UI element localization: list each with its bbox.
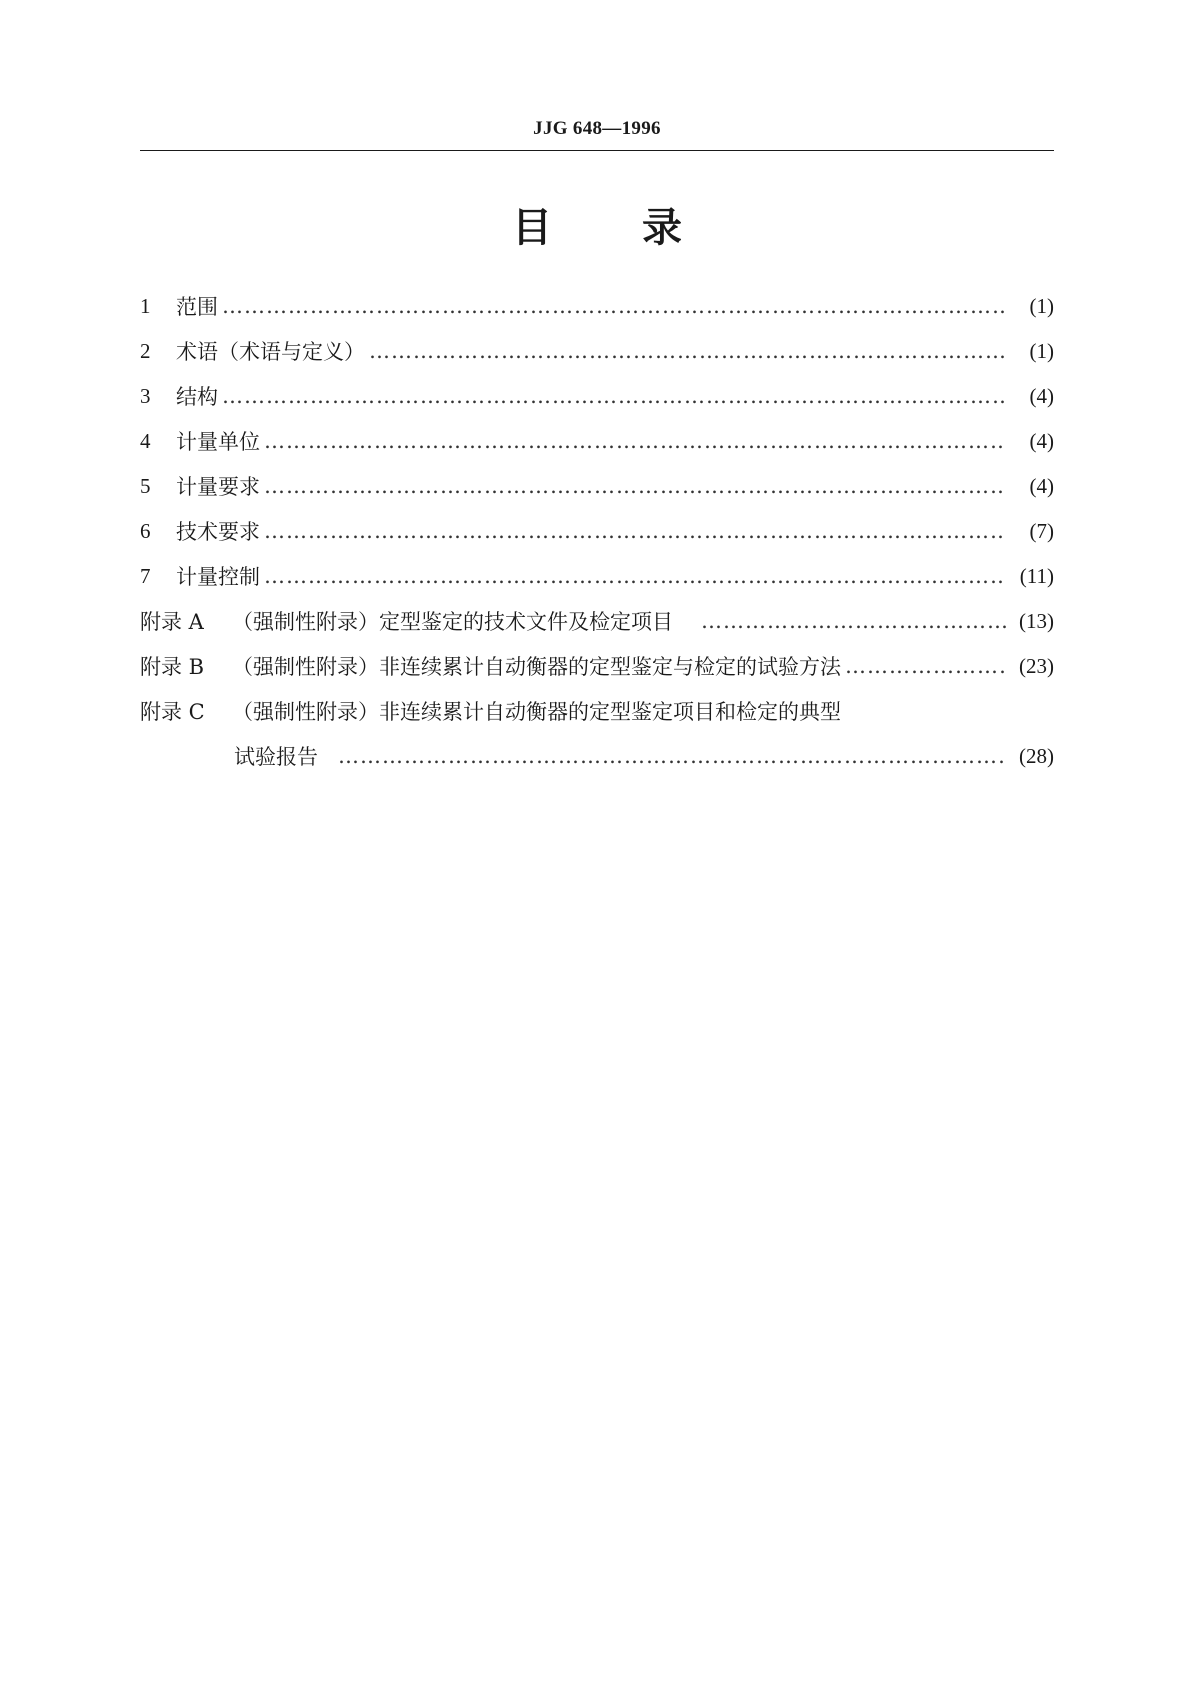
- toc-entry-7[interactable]: [140, 558, 1054, 594]
- toc-entry-3[interactable]: [140, 378, 1054, 414]
- toc-entry-page: (4): [1029, 383, 1054, 408]
- toc-entry-label: 结构: [176, 385, 218, 409]
- leader-dots: [222, 293, 1006, 319]
- title-gap: [552, 196, 642, 253]
- appendix-prefix: 附录 A: [140, 610, 204, 634]
- toc-entry-page: (4): [1029, 473, 1054, 498]
- appendix-page: (13): [1019, 608, 1054, 633]
- toc-entry-label: 技术要求: [176, 520, 260, 544]
- appendix-label: （强制性附录）非连续累计自动衡器的定型鉴定项目和检定的典型: [232, 700, 841, 724]
- appendix-label: （强制性附录）非连续累计自动衡器的定型鉴定与检定的试验方法: [232, 655, 841, 679]
- appendix-prefix: 附录 B: [140, 655, 205, 679]
- title-char-2: 录: [642, 205, 682, 251]
- leader-dots: [701, 608, 1006, 634]
- appendix-page: (28): [1019, 743, 1054, 768]
- toc-entry-5[interactable]: [140, 468, 1054, 504]
- leader-dots: [264, 563, 1006, 589]
- title-char-1: 目: [512, 205, 552, 251]
- appendix-prefix: 附录 C: [140, 700, 205, 724]
- header-rule: [140, 150, 1054, 151]
- toc-entry-label: 范围: [176, 295, 218, 319]
- toc-entry-number: 1: [140, 293, 151, 318]
- toc-appendix-b[interactable]: [140, 648, 1054, 684]
- appendix-label: （强制性附录）定型鉴定的技术文件及检定项目: [232, 610, 673, 634]
- toc-appendix-a[interactable]: [140, 603, 1054, 639]
- toc-entry-number: 2: [140, 338, 151, 363]
- leader-dots: [845, 653, 1006, 679]
- toc-entry-page: (1): [1029, 338, 1054, 363]
- toc-entry-6[interactable]: [140, 513, 1054, 549]
- page-title: [140, 196, 1054, 253]
- toc-entry-number: 7: [140, 563, 151, 588]
- leader-dots: [264, 518, 1006, 544]
- toc-entry-number: 5: [140, 473, 151, 498]
- leader-dots: [222, 383, 1006, 409]
- toc-entry-number: 6: [140, 518, 151, 543]
- toc-appendix-c[interactable]: [140, 693, 1054, 729]
- toc-entry-4[interactable]: [140, 423, 1054, 459]
- standard-code-header: JJG 648—1996: [533, 118, 661, 139]
- toc-entry-label: 计量要求: [176, 475, 260, 499]
- toc-entry-page: (1): [1029, 293, 1054, 318]
- leader-dots: [264, 428, 1006, 454]
- toc-entry-page: (7): [1029, 518, 1054, 543]
- toc-entry-2[interactable]: [140, 333, 1054, 369]
- toc-entry-number: 3: [140, 383, 151, 408]
- toc-entry-1[interactable]: [140, 288, 1054, 324]
- leader-dots: [338, 743, 1006, 769]
- toc-entry-label: 计量控制: [176, 565, 260, 589]
- toc-entry-label: 计量单位: [176, 430, 260, 454]
- toc-appendix-c-continuation[interactable]: [140, 738, 1054, 774]
- appendix-page: (23): [1019, 653, 1054, 678]
- toc-entry-page: (11): [1019, 563, 1054, 588]
- toc-entry-label: 术语（术语与定义）: [176, 340, 365, 364]
- toc-entry-page: (4): [1029, 428, 1054, 453]
- leader-dots: [264, 473, 1006, 499]
- leader-dots: [369, 338, 1006, 364]
- appendix-continuation-label: 试验报告: [234, 745, 318, 769]
- toc-entry-number: 4: [140, 428, 151, 453]
